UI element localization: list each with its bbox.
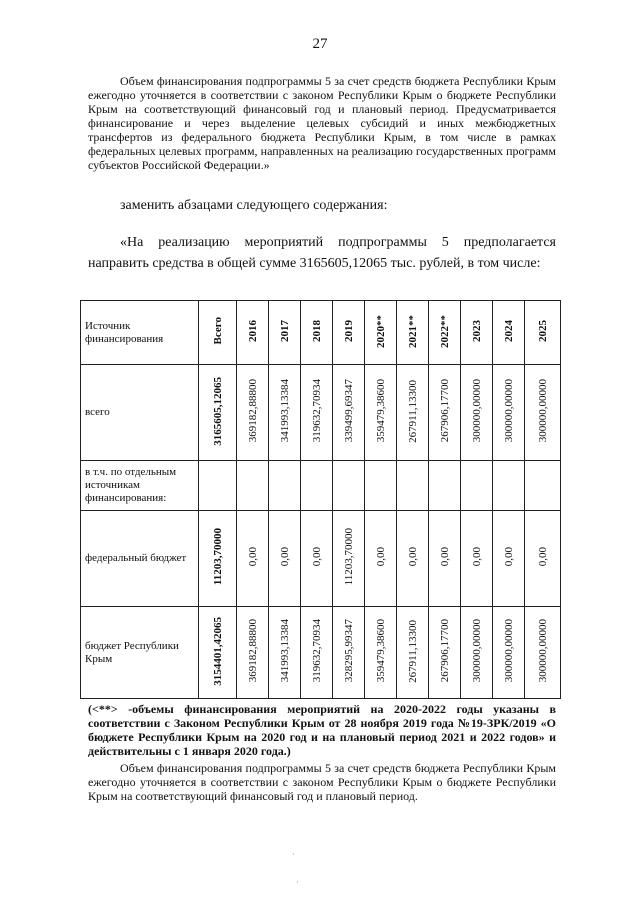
header-year [429, 301, 461, 365]
row-label: бюджет Республики Крым [81, 607, 199, 699]
cell [269, 365, 301, 461]
paragraph-3-text: «На реализацию мероприятий подпрограммы 5 предполагается направить средства в общей сумме 3165605,12065 тыс. рублей, в том числе: [88, 235, 556, 271]
cell [525, 607, 561, 699]
header-year [397, 301, 429, 365]
cell [269, 511, 301, 607]
header-year [365, 301, 397, 365]
header-year-text: 2016 [246, 320, 259, 342]
paragraph-1 [88, 74, 556, 172]
cell [429, 511, 461, 607]
cell-total-text: 11203,70000 [211, 528, 224, 586]
cell [429, 365, 461, 461]
cell-total [199, 511, 237, 607]
table-row [81, 365, 561, 461]
cell-total-text: 3154401,42065 [211, 616, 224, 686]
cell [365, 607, 397, 699]
cell-text: 339499,69347 [342, 379, 355, 443]
header-year-text: 2024 [502, 320, 515, 342]
paragraph-1-text: Объем финансирования подпрограммы 5 за счет средств бюджета Республики Крым ежегодно уточняется в соответствии с законом Республики Крым о бюджете Республики Крым на соответствующий финансовый год и плановый период. Предусматривается финансирование и через выделение целевых субсидий и иных межбюджетных трансфертов из федерального бюджета Республики Крым, в том числе в рамках федеральных целевых программ, направленных на реализацию государственных программ субъектов Российской Федерации.» [88, 74, 556, 172]
cell-empty [199, 461, 237, 511]
cell-text: 267911,13300 [406, 619, 419, 683]
cell-text: 359479,38600 [374, 619, 387, 683]
cell [269, 607, 301, 699]
header-year [269, 301, 301, 365]
row-label: федеральный бюджет [81, 511, 199, 607]
cell [461, 511, 493, 607]
cell-text: 300000,00000 [470, 379, 483, 443]
header-year-text: 2021** [406, 314, 419, 348]
header-year-text: 2019 [342, 320, 355, 342]
cell-text: 0,00 [246, 547, 259, 567]
cell-text: 300000,00000 [502, 379, 515, 443]
cell-empty [493, 461, 525, 511]
cell [365, 511, 397, 607]
cell-empty [333, 461, 365, 511]
paragraph-4 [88, 761, 556, 803]
cell [301, 511, 333, 607]
cell-text: 300000,00000 [536, 379, 549, 443]
cell-text: 341993,13384 [278, 619, 291, 683]
cell-text: 0,00 [406, 547, 419, 567]
header-year [333, 301, 365, 365]
cell [461, 607, 493, 699]
cell-empty [525, 461, 561, 511]
cell [397, 607, 429, 699]
header-year [301, 301, 333, 365]
cell-text: 341993,13384 [278, 379, 291, 443]
header-year-text: 2022** [438, 314, 451, 348]
cell-empty [301, 461, 333, 511]
cell [493, 607, 525, 699]
cell-empty [429, 461, 461, 511]
header-year [525, 301, 561, 365]
cell [493, 365, 525, 461]
cell-text: 267906,17700 [438, 619, 451, 683]
cell-text: 0,00 [502, 547, 515, 567]
cell [237, 365, 269, 461]
cell-text: 0,00 [374, 547, 387, 567]
cell [301, 365, 333, 461]
header-year [493, 301, 525, 365]
cell-text: 369182,88800 [246, 619, 259, 683]
header-year-text: 2018 [310, 320, 323, 342]
header-year-text: 2017 [278, 320, 291, 342]
cell-empty [269, 461, 301, 511]
cell-text: 328295,99347 [342, 619, 355, 683]
cell-text: 267911,13300 [406, 379, 419, 443]
cell-text: 0,00 [470, 547, 483, 567]
header-year-text: 2020** [374, 314, 387, 348]
cell-text: 11203,70000 [342, 528, 355, 586]
scan-speck: · [292, 850, 295, 859]
cell-text: 369182,88800 [246, 379, 259, 443]
cell-text: 319632,70934 [310, 379, 323, 443]
cell [333, 607, 365, 699]
cell-text: 300000,00000 [536, 619, 549, 683]
header-total-text: Всего [211, 317, 224, 345]
paragraph-4-text: Объем финансирования подпрограммы 5 за счет средств бюджета Республики Крым ежегодно уточняется в соответствии с законом Республики Крым о бюджете Республики Крым на соответствующий финансовый год и плановый период. [88, 761, 556, 803]
cell-text: 0,00 [278, 547, 291, 567]
table-row [81, 607, 561, 699]
cell [397, 511, 429, 607]
cell-empty [237, 461, 269, 511]
cell [525, 365, 561, 461]
cell [333, 365, 365, 461]
cell [237, 607, 269, 699]
table-row [81, 461, 561, 511]
cell-text: 267906,17700 [438, 379, 451, 443]
header-source: Источник финансирования [81, 301, 199, 365]
financing-table [80, 300, 561, 699]
footnote: (<**> -объемы финансирования мероприятий на 2020-2022 годы указаны в соответствии с Законом Республики Крым от 28 ноября 2019 года №19-ЗРК/2019 «О бюджете Республики Крым на 2020 год и на плановый период 2021 и 2022 годов» и действительны с 1 января 2020 года.) [88, 702, 556, 758]
scan-speck: · [296, 878, 299, 887]
cell-text: 0,00 [438, 547, 451, 567]
cell-text: 300000,00000 [470, 619, 483, 683]
header-year [461, 301, 493, 365]
cell [493, 511, 525, 607]
cell-total-text: 3165605,12065 [211, 376, 224, 446]
cell-text: 319632,70934 [310, 619, 323, 683]
cell-text: 359479,38600 [374, 379, 387, 443]
cell-total [199, 607, 237, 699]
cell-empty [365, 461, 397, 511]
page-number: 27 [312, 36, 328, 52]
paragraph-2: заменить абзацами следующего содержания: [120, 198, 388, 213]
header-total [199, 301, 237, 365]
cell [429, 607, 461, 699]
table-header-row [81, 301, 561, 365]
header-year-text: 2025 [536, 320, 549, 342]
cell-text: 0,00 [310, 547, 323, 567]
header-year-text: 2023 [470, 320, 483, 342]
header-year [237, 301, 269, 365]
cell [365, 365, 397, 461]
cell-text: 0,00 [536, 547, 549, 567]
paragraph-3 [88, 232, 556, 274]
cell-empty [397, 461, 429, 511]
table-row [81, 511, 561, 607]
cell [237, 511, 269, 607]
cell [301, 607, 333, 699]
cell [397, 365, 429, 461]
cell [525, 511, 561, 607]
cell-total [199, 365, 237, 461]
row-label: всего [81, 365, 199, 461]
cell-empty [461, 461, 493, 511]
cell-text: 300000,00000 [502, 619, 515, 683]
cell [461, 365, 493, 461]
row-label: в т.ч. по отдельным источникам финансирования: [81, 461, 199, 511]
cell [333, 511, 365, 607]
